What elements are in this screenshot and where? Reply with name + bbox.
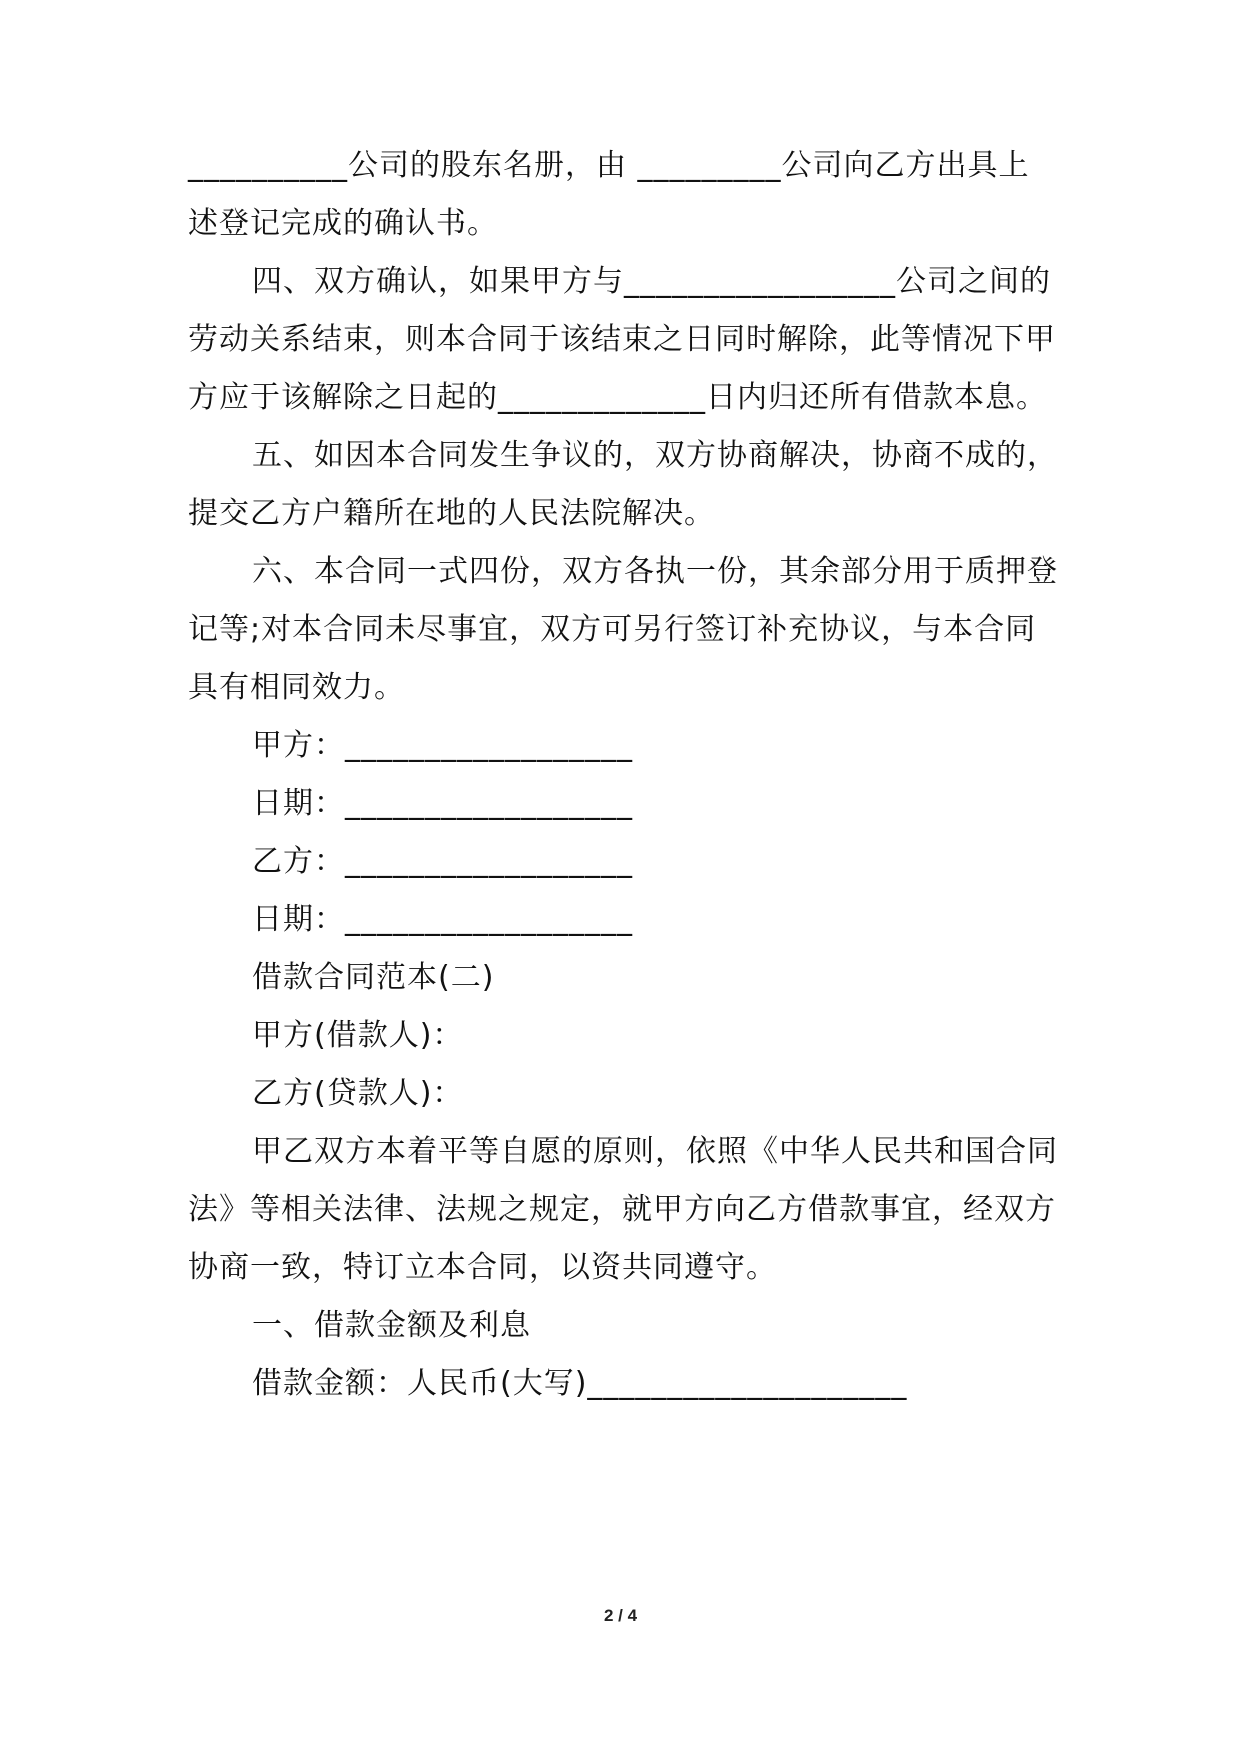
paragraph-start: 六、本合同一式四份，双方各执一份，其余部分用于质押登 [252, 554, 1058, 589]
text-line: 具有相同效力。 [188, 670, 405, 705]
text-line: 劳动关系结束，则本合同于该结束之日同时解除，此等情况下甲 [188, 322, 1056, 357]
page-number: 2 / 4 [603, 1606, 638, 1625]
text-line: 法》等相关法律、法规之规定，就甲方向乙方借款事宜，经双方 [188, 1192, 1056, 1227]
paragraph-start: 五、如因本合同发生争议的，双方协商解决，协商不成的， [252, 438, 1058, 473]
text-line: 协商一致，特订立本合同，以资共同遵守。 [188, 1250, 777, 1285]
party-b-label: 乙方(贷款人)： [252, 1076, 464, 1111]
paragraph-start: 甲乙双方本着平等自愿的原则，依照《中华人民共和国合同 [252, 1134, 1058, 1169]
signature-party-a: 甲方：__________________ [252, 728, 633, 763]
text-line: 述登记完成的确认书。 [188, 206, 498, 241]
signature-party-b: 乙方：__________________ [252, 844, 633, 879]
party-a-label: 甲方(借款人)： [252, 1018, 464, 1053]
signature-date-a: 日期：__________________ [252, 786, 633, 821]
text-line: __________公司的股东名册，由 _________公司向乙方出具上 [188, 148, 1030, 183]
text-line: 记等;对本合同未尽事宜，双方可另行签订补充协议，与本合同 [188, 612, 1037, 647]
loan-amount-line: 借款金额：人民币(大写)____________________ [252, 1366, 908, 1401]
clause-heading: 一、借款金额及利息 [252, 1308, 531, 1343]
text-line: 方应于该解除之日起的_____________日内归还所有借款本息。 [188, 380, 1047, 415]
text-line: 提交乙方户籍所在地的人民法院解决。 [188, 496, 715, 531]
paragraph-start: 四、双方确认，如果甲方与_________________公司之间的 [252, 264, 1051, 299]
signature-date-b: 日期：__________________ [252, 902, 633, 937]
section-title: 借款合同范本(二) [252, 960, 495, 995]
